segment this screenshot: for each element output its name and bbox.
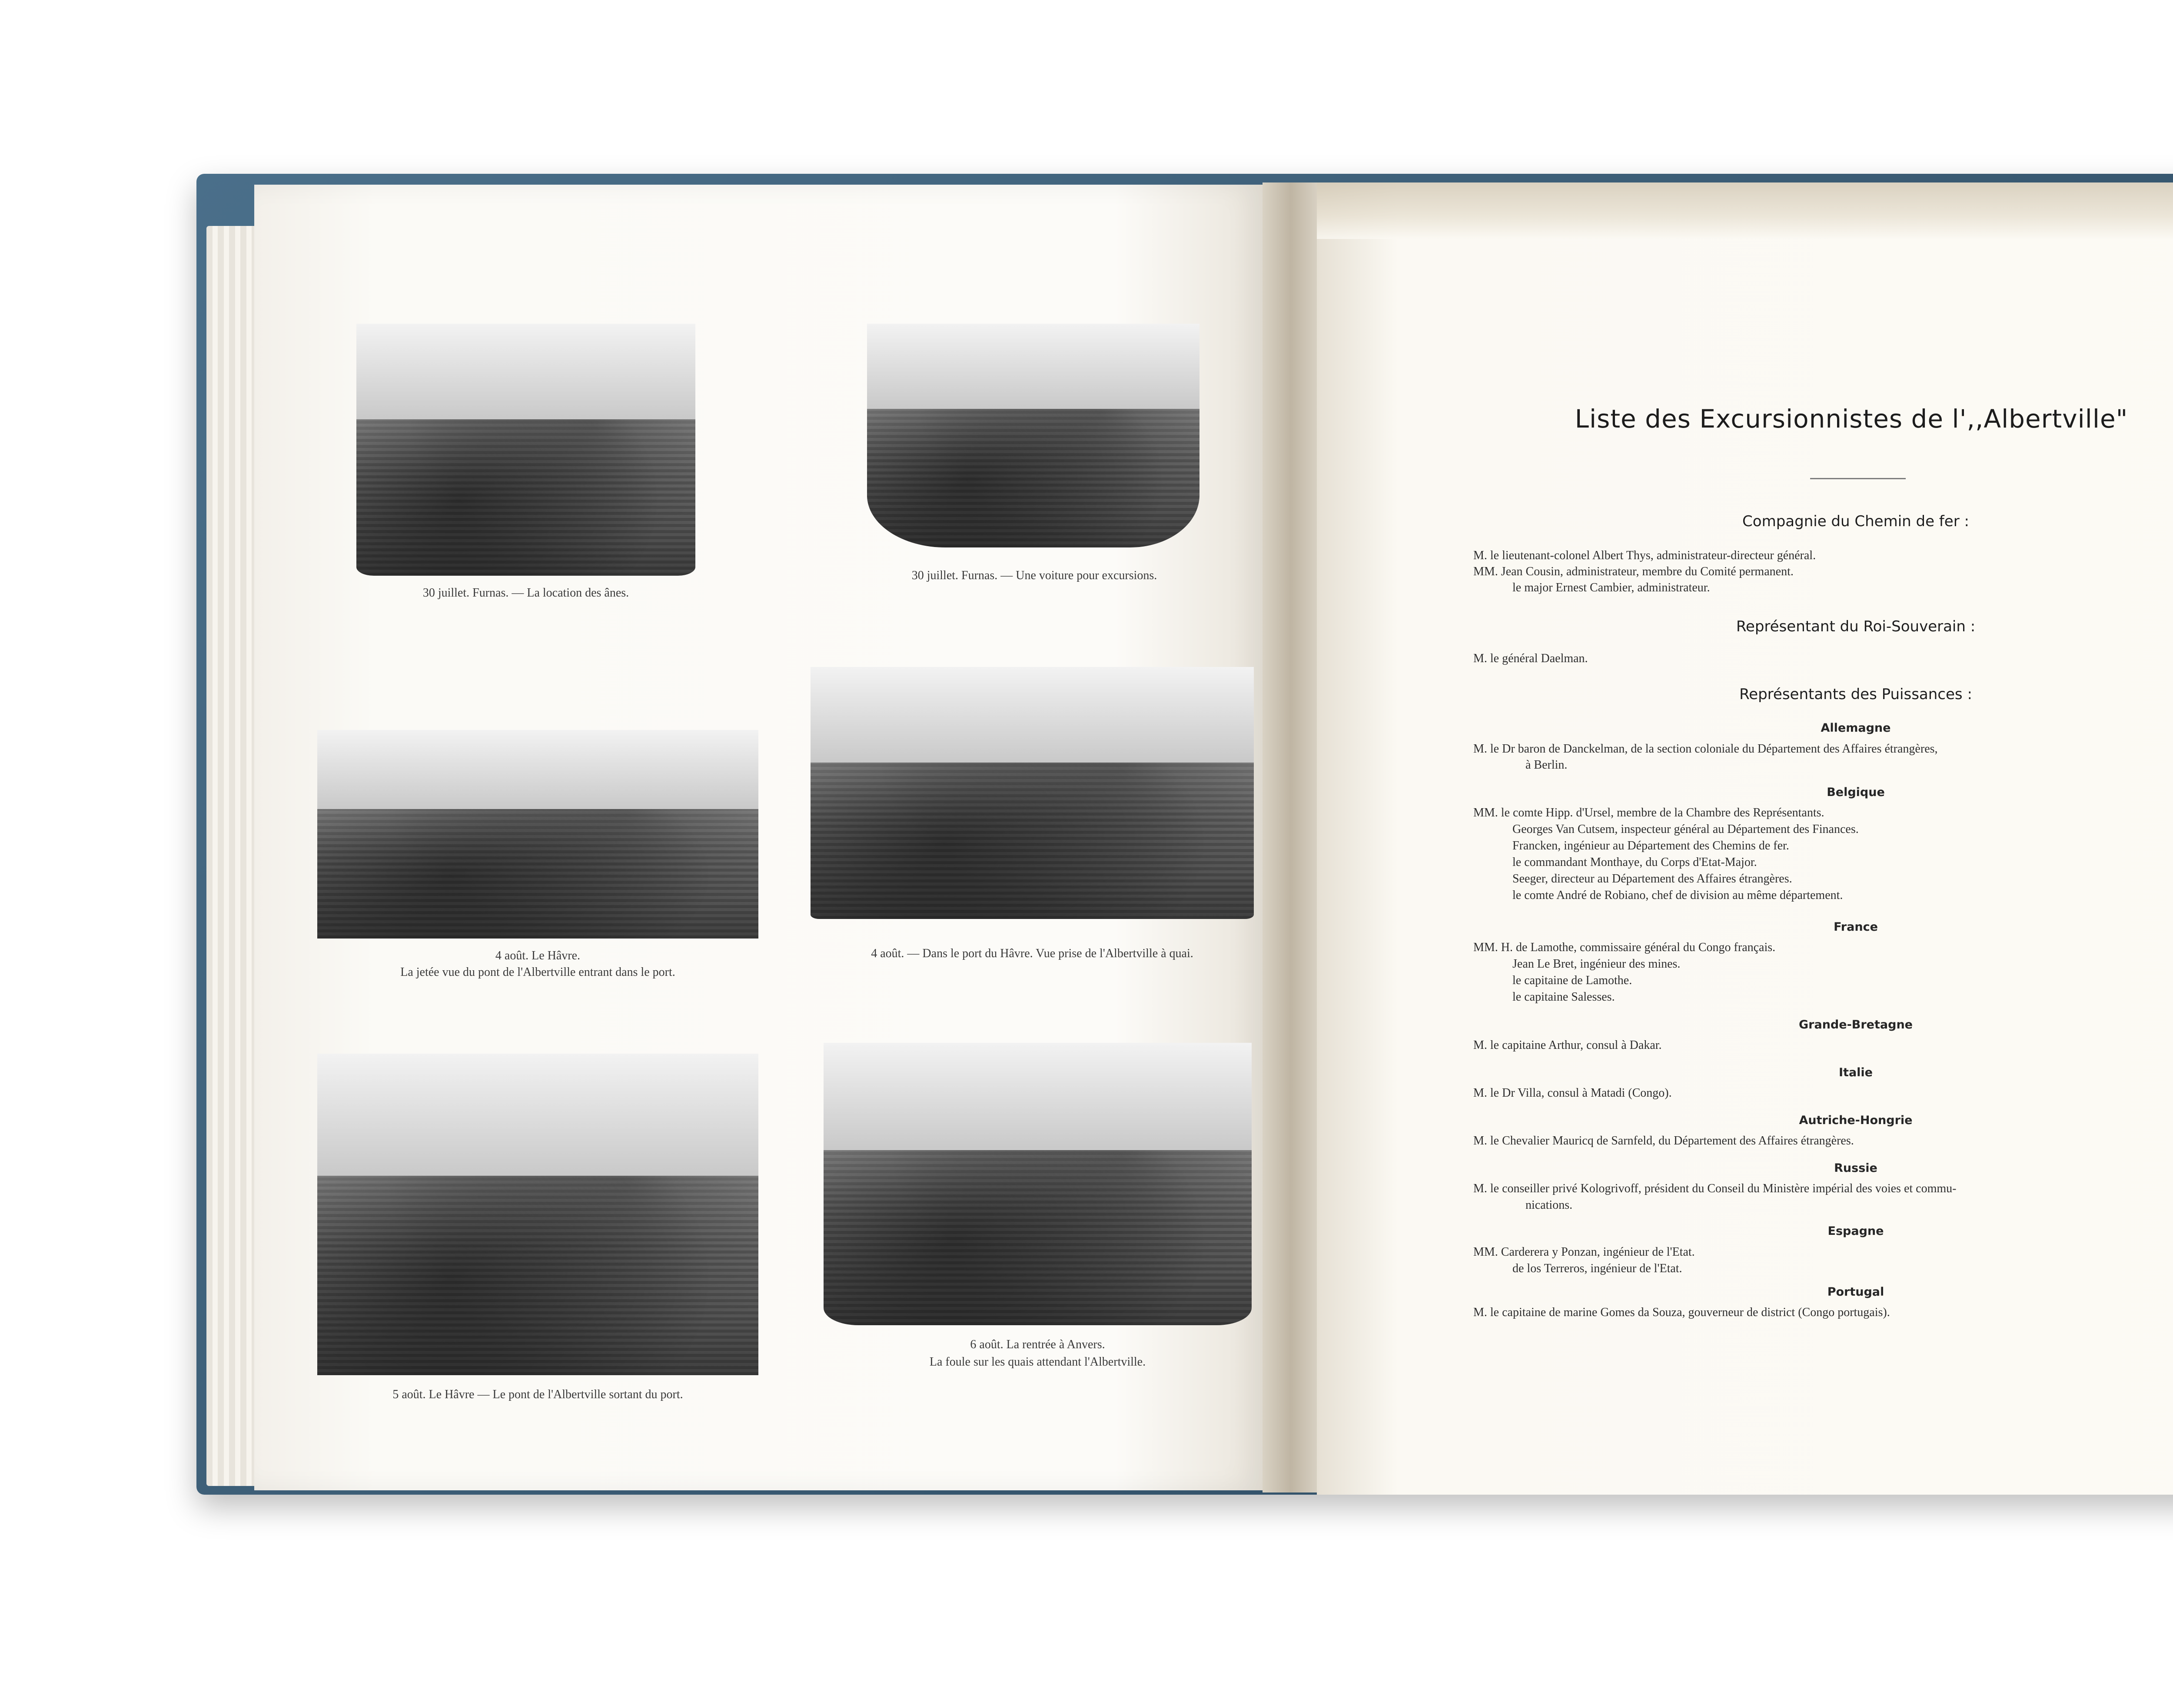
- caption-6b: La foule sur les quais attendant l'Albertville.: [929, 1355, 1146, 1369]
- country-heading: Belgique: [1827, 786, 1885, 799]
- list-item: M. le capitaine de marine Gomes da Souza, gouverneur de district (Congo portugais).: [1473, 1306, 1890, 1319]
- caption-4: 4 août. — Dans le port du Hâvre. Vue prise de l'Albertville à quai.: [871, 947, 1193, 960]
- caption-5: 5 août. Le Hâvre — Le pont de l'Albertville sortant du port.: [392, 1388, 683, 1401]
- section-company: Compagnie du Chemin de fer :: [1742, 513, 1969, 530]
- list-item: le commandant Monthaye, du Corps d'Etat-Major.: [1512, 856, 1757, 869]
- list-item: Jean Le Bret, ingénieur des mines.: [1512, 957, 1681, 971]
- country-heading: Espagne: [1827, 1224, 1884, 1238]
- list-item: M. le lieutenant-colonel Albert Thys, administrateur-directeur général.: [1473, 549, 1816, 562]
- caption-1: 30 juillet. Furnas. — La location des ânes.: [422, 586, 629, 600]
- divider: [1810, 478, 1906, 479]
- list-item: Georges Van Cutsem, inspecteur général au Département des Finances.: [1512, 822, 1859, 836]
- book-gutter: [1263, 182, 1319, 1492]
- list-item: M. le capitaine Arthur, consul à Dakar.: [1473, 1038, 1662, 1052]
- caption-2: 30 juillet. Furnas. — Une voiture pour excursions.: [911, 569, 1157, 582]
- caption-6a: 6 août. La rentrée à Anvers.: [970, 1338, 1105, 1351]
- list-item: M. le général Daelman.: [1473, 652, 1588, 665]
- list-item: Francken, ingénieur au Département des Chemins de fer.: [1512, 839, 1789, 852]
- country-heading: France: [1834, 920, 1878, 934]
- photo-anvers-crowd: [824, 1043, 1252, 1325]
- list-item: M. le conseiller privé Kologrivoff, président du Conseil du Ministère impérial des voies et commu-: [1473, 1182, 1957, 1195]
- photo-havre-port: [811, 667, 1254, 919]
- list-item: le capitaine Salesses.: [1512, 990, 1615, 1004]
- caption-3a: 4 août. Le Hâvre.: [495, 949, 581, 962]
- list-item: nications.: [1525, 1198, 1573, 1212]
- country-heading: Italie: [1839, 1066, 1873, 1079]
- list-item: MM. H. de Lamothe, commissaire général du Congo français.: [1473, 941, 1776, 954]
- photo-ship-deck: [317, 1054, 758, 1375]
- list-item: le comte André de Robiano, chef de division au même département.: [1512, 889, 1843, 902]
- list-item: le major Ernest Cambier, administrateur.: [1512, 581, 1710, 594]
- list-item: M. le Dr Villa, consul à Matadi (Congo).: [1473, 1086, 1672, 1100]
- photo-furnas-donkeys: [356, 324, 695, 576]
- right-page-stain: [1317, 182, 2173, 239]
- photo-havre-jetty: [317, 730, 758, 939]
- list-item: MM. Jean Cousin, administrateur, membre du Comité permanent.: [1473, 565, 1794, 578]
- page-title: Liste des Excursionnistes de l',,Albertville": [1575, 404, 2128, 434]
- photo-furnas-carriage: [867, 324, 1199, 547]
- country-heading: Allemagne: [1821, 721, 1891, 735]
- list-item: M. le Dr baron de Danckelman, de la section coloniale du Département des Affaires étrangères,: [1473, 742, 1938, 756]
- list-item: MM. le comte Hipp. d'Ursel, membre de la Chambre des Représentants.: [1473, 806, 1824, 819]
- section-king: Représentant du Roi-Souverain :: [1736, 618, 1976, 635]
- list-item: de los Terreros, ingénieur de l'Etat.: [1512, 1262, 1682, 1275]
- list-item: à Berlin.: [1525, 758, 1568, 772]
- list-item: MM. Carderera y Ponzan, ingénieur de l'Etat.: [1473, 1245, 1695, 1259]
- country-heading: Russie: [1834, 1161, 1877, 1175]
- country-heading: Grande-Bretagne: [1799, 1018, 1913, 1031]
- caption-3b: La jetée vue du pont de l'Albertville entrant dans le port.: [400, 965, 675, 979]
- list-item: le capitaine de Lamothe.: [1512, 974, 1632, 987]
- section-powers: Représentants des Puissances :: [1739, 686, 1972, 703]
- country-heading: Autriche-Hongrie: [1799, 1114, 1913, 1127]
- country-heading: Portugal: [1827, 1285, 1884, 1299]
- list-item: M. le Chevalier Mauricq de Sarnfeld, du Département des Affaires étrangères.: [1473, 1134, 1854, 1148]
- list-item: Seeger, directeur au Département des Affaires étrangères.: [1512, 872, 1792, 886]
